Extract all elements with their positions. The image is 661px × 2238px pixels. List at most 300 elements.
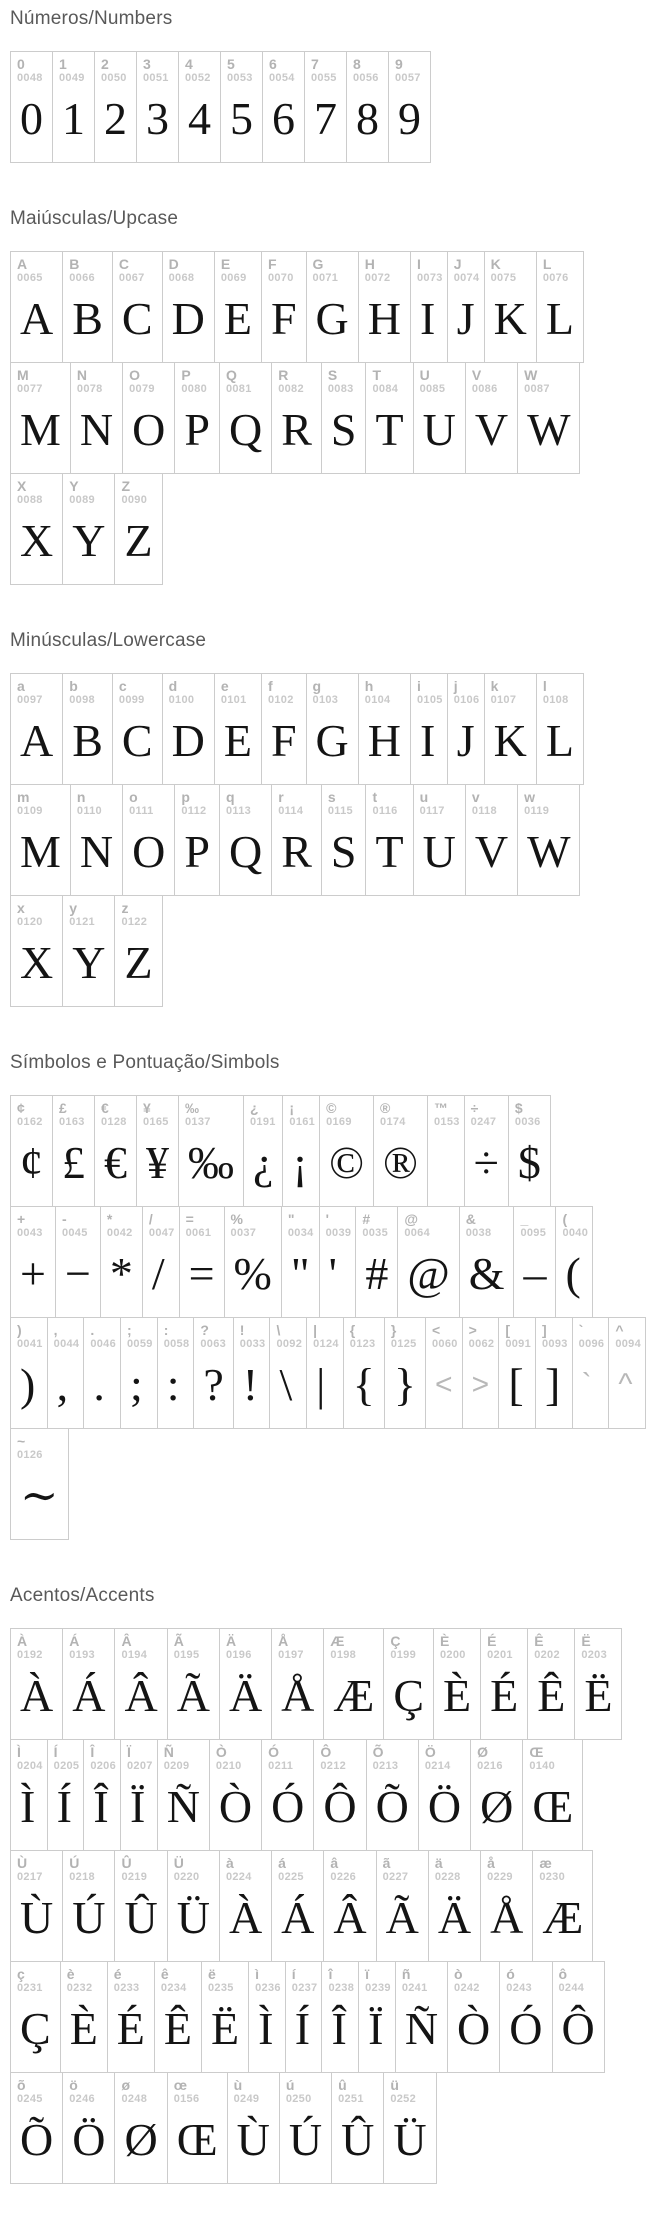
glyph-cell [262,51,305,163]
glyph-cell-char: ø [121,2077,131,2093]
glyph-preview: , [56,1359,69,1411]
glyph-cell-char: V [471,367,482,383]
glyph-cell [120,1317,158,1429]
glyph-cell [269,1317,307,1429]
glyph-preview: U [422,404,456,456]
glyph-preview: D [171,715,205,767]
glyph-preview: Ê [163,2003,193,2055]
glyph-cell [331,2072,384,2184]
glyph-cell-char: > [468,1322,477,1338]
glyph-cell [209,1739,262,1851]
glyph-cell-header [180,1207,224,1240]
glyph-cell-char: D [168,256,179,272]
glyph-cell-unicode: 0035 [362,1227,388,1240]
glyph-cell-unicode: 0108 [542,694,569,707]
glyph-preview: Í [56,1781,72,1833]
glyph-section [10,630,661,1007]
glyph-preview: D [171,293,205,345]
glyph-cell-header [320,1207,356,1240]
glyph-cell-unicode: 0206 [90,1760,117,1773]
glyph-preview: À [20,1670,54,1722]
glyph-preview: Ç [393,1670,424,1722]
glyph-cell-unicode: 0070 [267,272,294,285]
glyph-cell-char: ü [390,2077,399,2093]
glyph-cell [219,362,272,474]
glyph-cell-unicode: 0096 [578,1338,605,1351]
glyph-cell-header [11,1096,52,1129]
glyph-cell [535,1317,573,1429]
glyph-cell-header [272,1629,323,1662]
glyph-cell-header [359,674,410,707]
glyph-preview: } [393,1359,416,1411]
glyph-preview: & [468,1248,505,1300]
glyph-cell-header [143,1207,179,1240]
glyph-cell-unicode: 0097 [17,694,43,707]
glyph-preview: 1 [62,93,85,145]
glyph-cell-unicode: 0207 [127,1760,153,1773]
glyph-cell-unicode: 0043 [17,1227,43,1240]
glyph-cell [459,1206,515,1318]
glyph-preview: Ù [236,2114,270,2166]
glyph-cell-header [11,896,62,929]
glyph-cell-unicode: 0225 [278,1871,304,1884]
glyph-cell-unicode: 0227 [382,1871,409,1884]
glyph-cell-header [463,1318,499,1351]
glyph-cell-char: ® [380,1100,391,1116]
glyph-cell [323,1850,376,1962]
glyph-cell-char: f [267,678,273,694]
glyph-cell-unicode: 0120 [17,916,43,929]
glyph-preview: Ï [368,2003,384,2055]
glyph-cell-char: v [471,789,480,805]
glyph-cell-char: â [330,1855,339,1871]
glyph-cell-char: Ú [69,1855,80,1871]
glyph-cell [62,673,113,785]
glyph-cell-unicode: 0090 [121,494,148,507]
glyph-preview: H [367,293,402,345]
glyph-cell-unicode: 0174 [380,1116,406,1129]
glyph-preview: ¿ [253,1137,274,1189]
glyph-cell-unicode: 0245 [17,2093,43,2106]
glyph-preview: À [228,1892,263,1944]
glyph-cell [157,1739,210,1851]
glyph-cell-header [61,1962,107,1995]
glyph-cell [83,1317,121,1429]
glyph-cell-unicode: 0065 [17,272,43,285]
glyph-cell-header [426,1318,462,1351]
glyph-cell [261,673,307,785]
glyph-preview: ! [242,1359,259,1411]
glyph-preview: Ò [218,1781,253,1833]
glyph-cell [484,251,537,363]
glyph-preview: C [121,715,153,767]
glyph-preview: £ [62,1137,85,1189]
glyph-preview: ' [328,1248,337,1300]
glyph-cell [248,1961,286,2073]
glyph-cell [224,1206,282,1318]
glyph-cell-unicode: 0250 [285,2093,312,2106]
glyph-cell-header [322,1962,358,1995]
glyph-cell-unicode: 0059 [127,1338,153,1351]
glyph-cell-unicode: 0093 [542,1338,568,1351]
glyph-preview: É [116,2003,145,2055]
glyph-cell-char: Ç [390,1633,401,1649]
glyph-cell-char: í [291,1966,296,1982]
glyph-preview: Z [124,937,153,989]
glyph-cell-char: 2 [101,56,109,72]
glyph-cell-unicode: 0193 [69,1649,95,1662]
glyph-cell-char: _ [520,1211,529,1227]
glyph-cell-header [71,785,122,818]
glyph-cell-header [11,674,62,707]
glyph-preview: Ö [72,2114,106,2166]
glyph-cell-header [48,1318,84,1351]
glyph-cell-unicode: 0202 [534,1649,560,1662]
glyph-cell [62,251,113,363]
glyph-cell [365,784,413,896]
glyph-table-row [10,1850,661,1962]
glyph-cell-char: ¥ [143,1100,151,1116]
glyph-preview: R [281,404,312,456]
glyph-preview: Î [93,1781,109,1833]
glyph-preview: % [233,1248,272,1300]
glyph-cell-unicode: 0082 [278,383,304,396]
glyph-cell-header [366,785,412,818]
glyph-cell-header [609,1318,645,1351]
glyph-cell-header [115,1851,166,1884]
glyph-preview: G [315,293,349,345]
glyph-cell-char: Œ [529,1744,544,1760]
glyph-cell-char: , [53,1322,58,1338]
glyph-cell-unicode: 0229 [487,1871,513,1884]
glyph-cell-header [280,2073,331,2106]
glyph-cell-header [533,1851,592,1884]
glyph-cell-header [244,1096,282,1129]
glyph-preview: 3 [146,93,169,145]
glyph-preview: E [223,293,252,345]
glyph-cell-header [220,363,271,396]
glyph-cell-unicode: 0100 [168,694,195,707]
glyph-cell-char: € [101,1100,109,1116]
glyph-preview: ; [130,1359,143,1411]
glyph-cell-header [168,1851,219,1884]
glyph-cell-header [115,2073,166,2106]
glyph-cell-header [465,1096,508,1129]
glyph-preview: A [20,293,54,345]
glyph-cell-unicode: 0124 [313,1338,339,1351]
glyph-cell-char: á [278,1855,286,1871]
glyph-cell-unicode: 0122 [121,916,148,929]
glyph-cell-unicode: 0251 [338,2093,364,2106]
glyph-preview: Ã [385,1892,419,1944]
glyph-cell-unicode: 0210 [215,1760,242,1773]
glyph-cell-char: Ô [320,1744,332,1760]
glyph-cell-header [283,1096,319,1129]
glyph-cell-header [448,674,484,707]
glyph-cell-char: X [17,478,27,494]
glyph-cell-unicode: 0246 [69,2093,95,2106]
glyph-cell-header [389,52,430,85]
glyph-preview: Ç [20,2003,51,2055]
glyph-preview: > [471,1368,490,1402]
glyph-cell-header [121,1740,157,1773]
glyph-cell [517,784,580,896]
glyph-cell-char: : [163,1322,169,1338]
glyph-cell-char: Á [69,1633,80,1649]
glyph-cell-char: £ [59,1100,67,1116]
glyph-cell [157,1317,195,1429]
glyph-table-row [10,1961,661,2073]
glyph-cell-char: u [419,789,429,805]
glyph-cell-char: P [181,367,191,383]
glyph-cell-char: È [440,1633,450,1649]
glyph-cell-header [158,1318,194,1351]
glyph-cell-header [63,2073,114,2106]
glyph-cell [193,1317,233,1429]
glyph-cell-char: Å [278,1633,289,1649]
glyph-cell-char: 5 [227,56,235,72]
glyph-cell-header [11,2073,62,2106]
glyph-cell-char: e [220,678,229,694]
glyph-cell-char: y [69,900,78,916]
glyph-cell-char: 3 [143,56,151,72]
glyph-preview: Ï [130,1781,146,1833]
glyph-cell-header [518,363,579,396]
glyph-cell-unicode: 0047 [148,1227,175,1240]
glyph-cell-unicode: 0033 [239,1338,266,1351]
glyph-cell-header [324,1851,375,1884]
glyph-table-row [10,473,661,585]
glyph-cell-char: À [17,1633,28,1649]
glyph-cell-unicode: 0213 [372,1760,399,1773]
glyph-cell-header [320,1096,373,1129]
glyph-table-row [10,1317,661,1429]
glyph-cell [366,1739,419,1851]
glyph-cell [112,673,163,785]
glyph-cell-unicode: 0211 [268,1760,294,1773]
glyph-cell [10,251,63,363]
glyph-cell-unicode: 0044 [53,1338,80,1351]
glyph-cell-unicode: 0219 [121,1871,148,1884]
glyph-cell-header [434,1629,480,1662]
glyph-cell-unicode: 0233 [113,1982,140,1995]
glyph-cell-header [56,1207,100,1240]
glyph-cell [321,784,367,896]
glyph-cell-unicode: 0107 [490,694,517,707]
glyph-cell-header [359,252,410,285]
glyph-cell [162,251,215,363]
glyph-cell-header [11,1740,47,1773]
glyph-cell-char: ô [558,1966,568,1982]
glyph-cell-char: k [490,678,499,694]
glyph-preview: W [527,826,571,878]
glyph-cell-header [221,52,262,85]
glyph-cell-char: ~ [17,1433,26,1449]
glyph-cell [10,1850,63,1962]
glyph-cell-header [225,1207,281,1240]
glyph-cell [306,1317,344,1429]
glyph-cell-unicode: 0074 [453,272,480,285]
glyph-cell-char: G [312,256,324,272]
glyph-cell-char: ‰ [185,1100,199,1116]
glyph-cell-header [485,674,536,707]
glyph-cell [574,1628,622,1740]
glyph-preview: M [20,826,61,878]
glyph-cell-header [322,785,366,818]
glyph-cell-header [63,1629,114,1662]
glyph-cell-header [471,1740,522,1773]
glyph-cell-header [307,674,358,707]
glyph-preview: Ë [211,2003,240,2055]
glyph-cell-char: ä [434,1855,443,1871]
glyph-cell-unicode: 0119 [524,805,550,818]
glyph-preview: Ó [509,2003,543,2055]
glyph-cell [355,1206,398,1318]
glyph-cell-char: 1 [59,56,67,72]
glyph-cell-header [63,674,112,707]
glyph-cell [532,1850,593,1962]
glyph-cell-char: ] [542,1322,547,1338]
glyph-preview: ¥ [146,1137,169,1189]
glyph-preview: ¢ [20,1137,43,1189]
glyph-cell [323,1628,384,1740]
glyph-cell [425,1317,463,1429]
glyph-cell-char: Ñ [163,1744,174,1760]
glyph-cell-char: ¢ [17,1100,25,1116]
glyph-cell [343,1317,385,1429]
glyph-preview: Ñ [166,1781,200,1833]
glyph-preview: 5 [230,93,253,145]
glyph-preview: ( [565,1248,581,1300]
glyph-section [10,8,661,163]
section-title: Símbolos e Pontuação/Simbols [10,1052,280,1073]
glyph-cell-char: Ë [581,1633,591,1649]
glyph-cell-unicode: 0111 [129,805,154,818]
glyph-cell-unicode: 0163 [59,1116,85,1129]
glyph-preview: \ [279,1359,293,1411]
glyph-cell-unicode: 0247 [470,1116,497,1129]
glyph-section [10,1052,661,1540]
glyph-cell-char: Ì [17,1744,21,1760]
glyph-cell [100,1206,143,1318]
glyph-preview: I [420,715,436,767]
glyph-cell [522,1739,583,1851]
glyph-preview: € [104,1137,127,1189]
glyph-cell [306,251,359,363]
glyph-preview: Å [281,1670,315,1722]
glyph-preview: : [166,1359,180,1411]
glyph-cell-char: } [390,1322,397,1338]
glyph-cell-char: Q [225,367,237,383]
glyph-cell-unicode: 0055 [311,72,337,85]
glyph-cell-unicode: 0104 [364,694,391,707]
glyph-cell-unicode: 0205 [53,1760,80,1773]
glyph-cell [52,1095,95,1207]
glyph-cell [319,1095,374,1207]
glyph-cell-char: Ä [225,1633,237,1649]
glyph-cell-char: Û [121,1855,132,1871]
glyph-cell-char: B [69,256,80,272]
glyph-cell-header [305,52,346,85]
glyph-cell-header [48,1740,84,1773]
glyph-preview: B [72,715,103,767]
glyph-cell-unicode: 0054 [269,72,295,85]
glyph-cell-unicode: 0216 [477,1760,503,1773]
glyph-cell-header [448,1962,499,1995]
glyph-cell-unicode: 0243 [506,1982,532,1995]
glyph-preview: V [474,404,509,456]
glyph-cell [321,1961,359,2073]
glyph-cell-unicode: 0042 [106,1227,133,1240]
glyph-cell-char: Æ [330,1633,345,1649]
glyph-cell [107,1961,155,2073]
glyph-cell [114,895,162,1007]
glyph-table-row [10,1428,661,1540]
glyph-cell-header [575,1629,621,1662]
glyph-cell [219,1628,272,1740]
glyph-cell-unicode: 0238 [328,1982,355,1995]
glyph-cell-header [95,1096,136,1129]
glyph-cell-unicode: 0123 [349,1338,376,1351]
glyph-preview: Á [72,1670,106,1722]
glyph-preview: Ø [124,2114,158,2166]
glyph-preview: Ì [20,1781,36,1833]
glyph-cell [384,1317,426,1429]
glyph-preview: 6 [272,93,295,145]
glyph-preview: M [20,404,61,456]
glyph-cell-header [263,52,304,85]
glyph-cell-header [282,1207,319,1240]
glyph-cell-header [272,363,321,396]
glyph-cell-unicode: 0087 [524,383,550,396]
glyph-cell-header [121,1318,157,1351]
glyph-cell-unicode: 0197 [278,1649,304,1662]
glyph-cell-char: ( [562,1211,568,1227]
glyph-cell [10,1317,48,1429]
glyph-preview: Ä [228,1670,263,1722]
glyph-preview: Ò [457,2003,491,2055]
glyph-cell [358,251,411,363]
glyph-cell [527,1628,575,1740]
glyph-cell-header [448,252,484,285]
glyph-preview: < [434,1368,453,1402]
glyph-cell [484,673,537,785]
glyph-cell-header [499,1318,535,1351]
glyph-preview: V [474,826,509,878]
glyph-cell [47,1739,85,1851]
glyph-cell-header [518,785,579,818]
glyph-cell [122,362,175,474]
glyph-cell-unicode: 0037 [230,1227,257,1240]
glyph-cell-char: ÷ [470,1100,479,1116]
glyph-cell [388,51,431,163]
glyph-cell-unicode: 0125 [390,1338,417,1351]
glyph-cell-unicode: 0252 [390,2093,416,2106]
glyph-cell-char: - [61,1211,67,1227]
glyph-cell [397,1206,459,1318]
glyph-cell-char: ' [325,1211,329,1227]
glyph-table [10,673,661,1007]
glyph-preview: I [420,293,436,345]
glyph-cell-char: t [372,789,378,805]
glyph-cell [517,362,580,474]
glyph-cell [383,1628,434,1740]
glyph-cell-unicode: 0112 [181,805,207,818]
glyph-cell [513,1206,556,1318]
glyph-cell-header [108,1962,154,1995]
glyph-preview: J [456,715,475,767]
glyph-cell-unicode: 0214 [424,1760,451,1773]
